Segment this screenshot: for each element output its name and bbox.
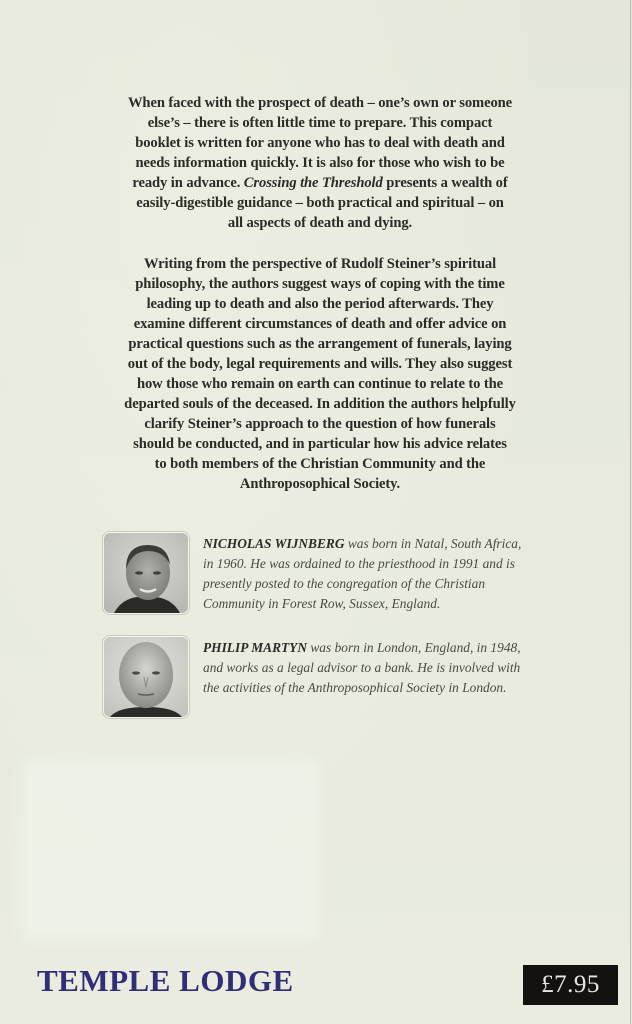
bio-line [203,534,563,554]
book-title: Crossing the Threshold [243,175,383,191]
blurb-line: should be conducted, and in particular how his advice relates [133,436,507,452]
blurb-line: When faced with the prospect of death – one’s own or someone [127,95,513,111]
bio-line: and works as a legal advisor to a bank. He is involved with [203,660,521,675]
blurb-line: else’s – there is often little time to prepare. This compact [147,115,493,131]
blurb-paragraph-1 [100,93,540,233]
blurb-line: to both members of the Christian Community and the [154,456,486,472]
blurb-line: departed souls of the deceased. In addition the authors helpfully [124,396,516,412]
author-photo [103,636,189,718]
author-photo [103,532,189,614]
blurb-line: philosophy, the authors suggest ways of coping with the time [135,276,505,292]
blurb-line: easily-digestible guidance – both practical and spiritual – on [136,195,504,211]
price-tag: £7.95 [523,965,618,1005]
author-bio-text [203,638,563,698]
author-bio-text [203,534,563,614]
blurb-line: practical questions such as the arrangement of funerals, laying [128,336,512,352]
blurb-line: examine different circumstances of death and offer advice on [133,316,507,332]
blurb-line: Writing from the perspective of Rudolf Steiner’s spiritual [143,256,497,272]
bio-line [203,638,563,658]
blurb-line: Anthroposophical Society. [239,476,401,492]
publisher-logo: TEMPLE LODGE [37,963,294,998]
bio-line: Community in Forest Row, Sussex, England. [203,596,441,611]
bio-line: the activities of the Anthroposophical Society in London. [203,680,507,695]
author-name: NICHOLAS WIJNBERG [203,536,345,551]
blurb-paragraph-2 [100,254,540,494]
blurb-line: clarify Steiner’s approach to the question of how funerals [144,416,496,432]
portrait-icon [104,637,188,717]
author-name: PHILIP MARTYN [203,640,308,655]
bio-line: in 1960. He was ordained to the priesthood in 1991 and is [203,556,515,571]
bio-text: was born in London, England, in 1948, [307,640,521,655]
blurb-text: presents a wealth of [382,175,508,191]
blurb-line [100,173,540,193]
removed-sticker-mark [20,760,320,940]
portrait-icon [104,533,188,613]
blurb-line: leading up to death and also the period afterwards. They [146,296,494,312]
blurb-text: ready in advance. [132,175,244,191]
bio-text: was born in Natal, South Africa, [344,536,522,551]
blurb-line: all aspects of death and dying. [227,215,413,231]
blurb-line: out of the body, legal requirements and wills. They also suggest [127,356,513,372]
blurb-line: needs information quickly. It is also for those who wish to be [135,155,505,171]
blurb-line: how those who remain on earth can continue to relate to the [136,376,504,392]
cover-edge [630,0,631,1024]
bio-line: presently posted to the congregation of the Christian [203,576,486,591]
blurb-line: booklet is written for anyone who has to deal with death and [135,135,505,151]
